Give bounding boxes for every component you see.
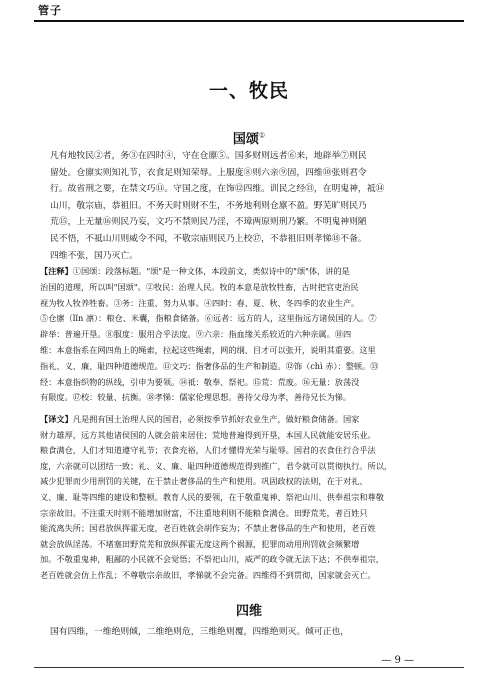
translation-line [40, 412, 460, 428]
translation-line: 能流离失所；国君放纵挥霍无度，老百姓就会胡作妄为；不禁止奢侈品的生产和使用，老百姓 [40, 523, 376, 534]
footer-rule [34, 667, 464, 668]
note-line: 治国的道理，所以叫"国颂"。②牧民：治理人民。牧的本意是放牧牲畜，古时把官吏治民 [40, 281, 359, 292]
footnote-ref: ① [258, 131, 266, 140]
translation-label: 【译文】 [40, 414, 73, 424]
translation-line: 就会放纵淫荡。不堵塞田野荒芜和放纵挥霍无度这两个祸源，犯罪而动用刑罚就会频繁增 [40, 538, 360, 549]
text-line: 留处。仓廪实则知礼节，衣食足则知荣辱。上服度⑧则六亲⑨固，四维⑩张则君令 [50, 167, 367, 178]
text-line: 民不悟，不祗山川则威令不闻，不敬宗庙则民乃上校⑰，不恭祖旧则孝悌⑱不备。 [50, 233, 367, 244]
header-rule [34, 20, 464, 22]
translation-line: 粮食满仓，人们才知道遵守礼节；衣食充裕，人们才懂得光荣与耻辱。国君的衣食住行合乎法 [40, 445, 376, 456]
note-line [40, 264, 460, 280]
text-line: 行。故省刑之要，在禁文巧⑪。守国之度，在饰⑫四维。训民之经⑬，在明鬼神，祗⑭ [50, 184, 385, 195]
notes-label: 【注释】 [40, 266, 73, 276]
note-line: 视为牧人牧养牲畜。③务：注重、努力从事。④四时：春、夏、秋、冬四季的农业生产。 [40, 297, 360, 308]
section-title-siwei: 四维 [235, 604, 262, 619]
translation-text: 凡是拥有国土治理人民的国君，必须按季节抓好农业生产，做好粮食储备。国家 [72, 414, 360, 424]
annotations-block [40, 264, 460, 406]
note-line: 有限度。⑰校：较量、抗衡。⑱孝悌：儒家伦理思想。善待父母为孝，善待兄长为悌。 [40, 392, 352, 403]
translation-block [40, 412, 460, 584]
note-line: 经：本意指织物的纵线，引申为要领。⑭祗：敬奉、祭祀。⑮荒：荒废。⑯无量：放荡没 [40, 376, 360, 387]
text-line: 国有四维，一维绝则倾，二维绝则危，三维绝则覆，四维绝则灭。倾可正也， [50, 627, 350, 637]
translation-line: 宗亲故旧。不注重天时则不能增加财富，不注重地利则不能粮食满仓。田野荒芜，者百姓只 [40, 507, 368, 518]
classical-text-block [50, 148, 450, 264]
text-line: 荒⑮，上无量⑯则民乃妄，文巧不禁则民乃淫，不璋两原则刑乃繁。不明鬼神则陋 [50, 217, 367, 228]
translation-line: 减少犯罪而少用刑罚的关键，在于禁止奢侈品的生产和使用。巩固政权的法则，在于对礼、 [40, 476, 368, 487]
note-line: 辟举：普遍开垦。⑧服度：服用合乎法度。⑨六亲：指血缘关系较近的六种亲属。⑩四 [40, 329, 352, 340]
translation-line: 财力雄厚，远方其他诸侯国的人就会前来居住；荒地普遍得到开垦，本国人民就能安居乐业。 [40, 429, 376, 440]
note-line: 维：本意指系在网四角上的绳索，拉起这些绳索，网的纲、目才可以张开，说明其重要。这里 [40, 344, 376, 355]
section-title-guosong [0, 128, 498, 147]
note-text: ①国颂：段落标题。"颂"是一种文体，本段前文，类似诗中的"颂"体，讲的是 [72, 266, 350, 276]
note-line: 指礼、义、廉、耻四种道德规范。⑪文巧：指奢侈品的生产和制造。⑫饰（chì 赤）：整顿。⑬ [40, 360, 379, 371]
text-line: 山川，敬宗庙，恭祖旧。不务天时则财不生，不务地利则仓廪不盈。野芜旷则民乃 [50, 200, 367, 211]
text-line: 四维不张，国乃灭亡。 [50, 250, 138, 261]
chapter-title: 一、牧民 [208, 80, 289, 102]
translation-line: 加。不敬重鬼神，粗鄙的小民就不会觉悟；不祭祀山川，威严的政令就无法下达；不供奉祖宗， [40, 554, 384, 565]
note-line: ⑤仓廪（lǐn 凛）：粮仓、米囊，指粮食储备。⑥远者：远方的人，这里指远方诸侯国的人。⑦ [40, 313, 377, 324]
page-number: — 9 — [377, 655, 418, 666]
classical-text-block-2 [50, 624, 450, 641]
translation-line: 老百姓就会仿上作乱；不尊敬宗亲故旧，孝悌就不会完备。四维得不到贯彻，国家就会灭亡。 [40, 569, 376, 580]
translation-line: 度，六亲就可以团结一致；礼、义、廉、耻四种道德规范得到推广，君令就可以贯彻执行。所以， [40, 460, 393, 471]
translation-line: 义、廉、耻等四维的建设和整顿。教育人民的要领，在于敬重鬼神、祭祀山川、供奉祖宗和尊敬 [40, 491, 384, 502]
running-head: 管子 [38, 4, 62, 17]
text-line: 凡有地牧民②者，务③在四时④，守在仓廪⑤。国多财则远者⑥来，地辟举⑦则民 [50, 151, 367, 161]
section-title-text: 国颂 [232, 132, 259, 147]
